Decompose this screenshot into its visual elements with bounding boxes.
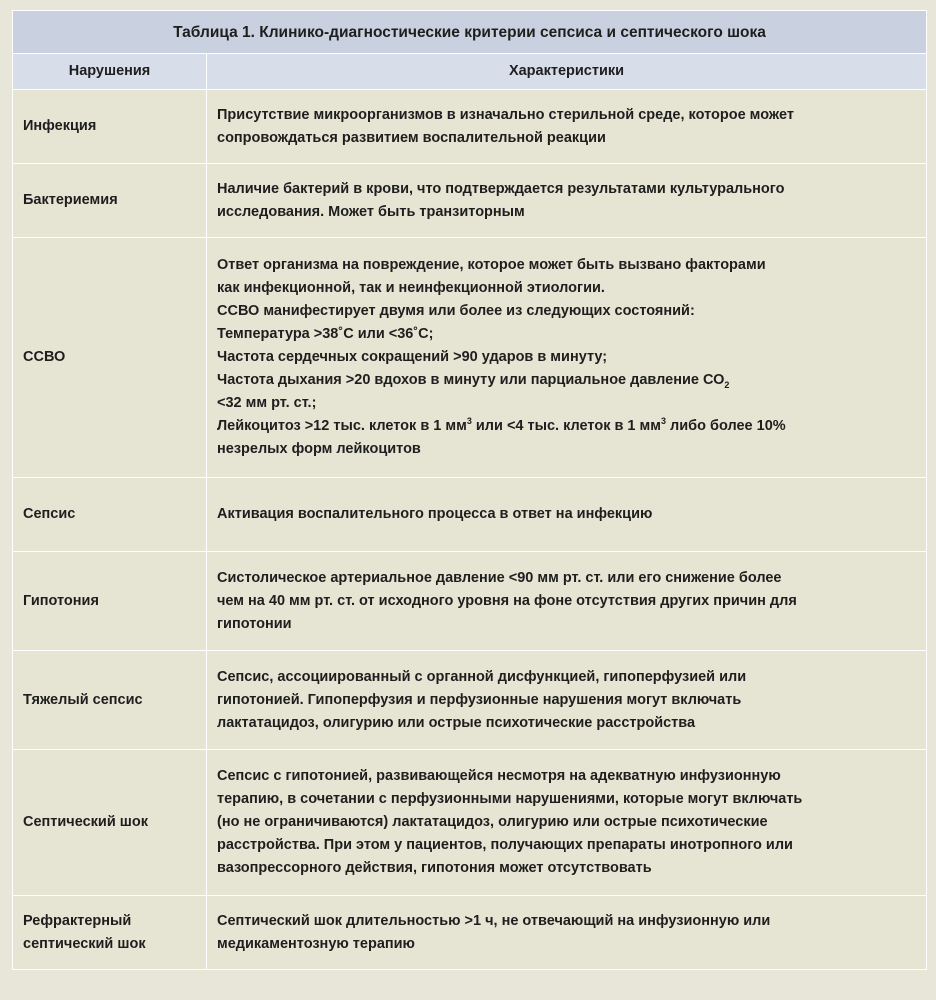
table-header-row: [13, 54, 927, 90]
co2-subscript: 2: [724, 379, 730, 390]
description-line: Присутствие микроорганизмов в изначально стерильной среде, которое может: [217, 106, 794, 123]
description-line: терапию, в сочетании с перфузионными нарушениями, которые могут включать: [217, 791, 803, 807]
leukocytes-text: Лейкоцитоз >12 тыс. клеток в 1 мм: [217, 418, 467, 434]
disorder-description: [207, 896, 927, 970]
column-header-characteristics: Характеристики: [207, 54, 927, 90]
description-line-leukocytes: [217, 415, 916, 438]
description-line: гипотонии: [217, 615, 292, 632]
disorder-name: Инфекция: [13, 90, 207, 164]
disorder-description: [207, 238, 927, 478]
leukocytes-text-end: либо более 10%: [666, 418, 786, 434]
description-line: как инфекционной, так и неинфекционной этиологии.: [217, 280, 605, 296]
description-line: незрелых форм лейкоцитов: [217, 441, 421, 457]
table-row: [13, 164, 927, 238]
description-line: Сепсис, ассоциированный с органной дисфункцией, гипоперфузией или: [217, 668, 747, 685]
co2-text: Частота дыхания >20 вдохов в минуту или парциальное давление СО: [217, 372, 725, 388]
description-line: вазопрессорного действия, гипотония может отсутствовать: [217, 860, 652, 876]
disorder-description: [207, 552, 927, 651]
description-line: ССВО манифестирует двумя или более из следующих состояний:: [217, 303, 695, 319]
disorder-name: Сепсис: [13, 478, 207, 552]
description-line: лактатацидоз, олигурию или острые психотические расстройства: [217, 714, 696, 731]
disorder-name: ССВО: [13, 238, 207, 478]
disorder-name-line: септический шок: [23, 935, 146, 952]
table-row: [13, 478, 927, 552]
disorder-description: [207, 478, 927, 552]
description-line: Септический шок длительностью >1 ч, не отвечающий на инфузионную или: [217, 912, 771, 929]
description-line: исследования. Может быть транзиторным: [217, 203, 525, 220]
description-line: Наличие бактерий в крови, что подтверждается результатами культурального: [217, 180, 785, 197]
disorder-name-line: Рефрактерный: [23, 912, 132, 929]
disorder-name: Тяжелый сепсис: [13, 651, 207, 750]
description-line: расстройства. При этом у пациентов, получающих препараты инотропного или: [217, 837, 793, 853]
table-row: [13, 750, 927, 896]
disorder-description: [207, 164, 927, 238]
mm3-superscript: 3: [466, 416, 472, 427]
disorder-name: Гипотония: [13, 552, 207, 651]
table-row: [13, 896, 927, 970]
description-line: Ответ организма на повреждение, которое может быть вызвано факторами: [217, 257, 766, 273]
table-row: [13, 552, 927, 651]
description-line: Активация воспалительного процесса в ответ на инфекцию: [217, 506, 653, 522]
description-line-co2: [217, 369, 916, 392]
table-row: [13, 238, 927, 478]
description-line: Сепсис с гипотонией, развивающейся несмотря на адекватную инфузионную: [217, 768, 781, 784]
description-line: Температура >38˚С или <36˚С;: [217, 326, 434, 342]
description-line: Систолическое артериальное давление <90 мм рт. ст. или его снижение более: [217, 569, 782, 586]
description-line: медикаментозную терапию: [217, 935, 415, 952]
disorder-description: [207, 750, 927, 896]
description-line: гипотонией. Гипоперфузия и перфузионные нарушения могут включать: [217, 691, 742, 708]
table-title-row: [13, 11, 927, 54]
table-row: [13, 651, 927, 750]
disorder-name: Бактериемия: [13, 164, 207, 238]
criteria-table: [12, 10, 927, 970]
disorder-description: [207, 90, 927, 164]
disorder-name: Септический шок: [13, 750, 207, 896]
mm3-superscript: 3: [660, 416, 666, 427]
disorder-name: [13, 896, 207, 970]
disorder-description: [207, 651, 927, 750]
column-header-disorders: Нарушения: [13, 54, 207, 90]
table-title: Таблица 1. Клинико-диагностические критерии сепсиса и септического шока: [13, 11, 927, 54]
description-line: сопровождаться развитием воспалительной реакции: [217, 129, 606, 146]
description-line: Частота сердечных сокращений >90 ударов в минуту;: [217, 349, 608, 365]
description-line: <32 мм рт. ст.;: [217, 395, 317, 411]
table-row: [13, 90, 927, 164]
leukocytes-text-mid: или <4 тыс. клеток в 1 мм: [471, 418, 661, 434]
description-line: (но не ограничиваются) лактатацидоз, олигурию или острые психотические: [217, 814, 768, 830]
description-line: чем на 40 мм рт. ст. от исходного уровня на фоне отсутствия других причин для: [217, 592, 797, 609]
